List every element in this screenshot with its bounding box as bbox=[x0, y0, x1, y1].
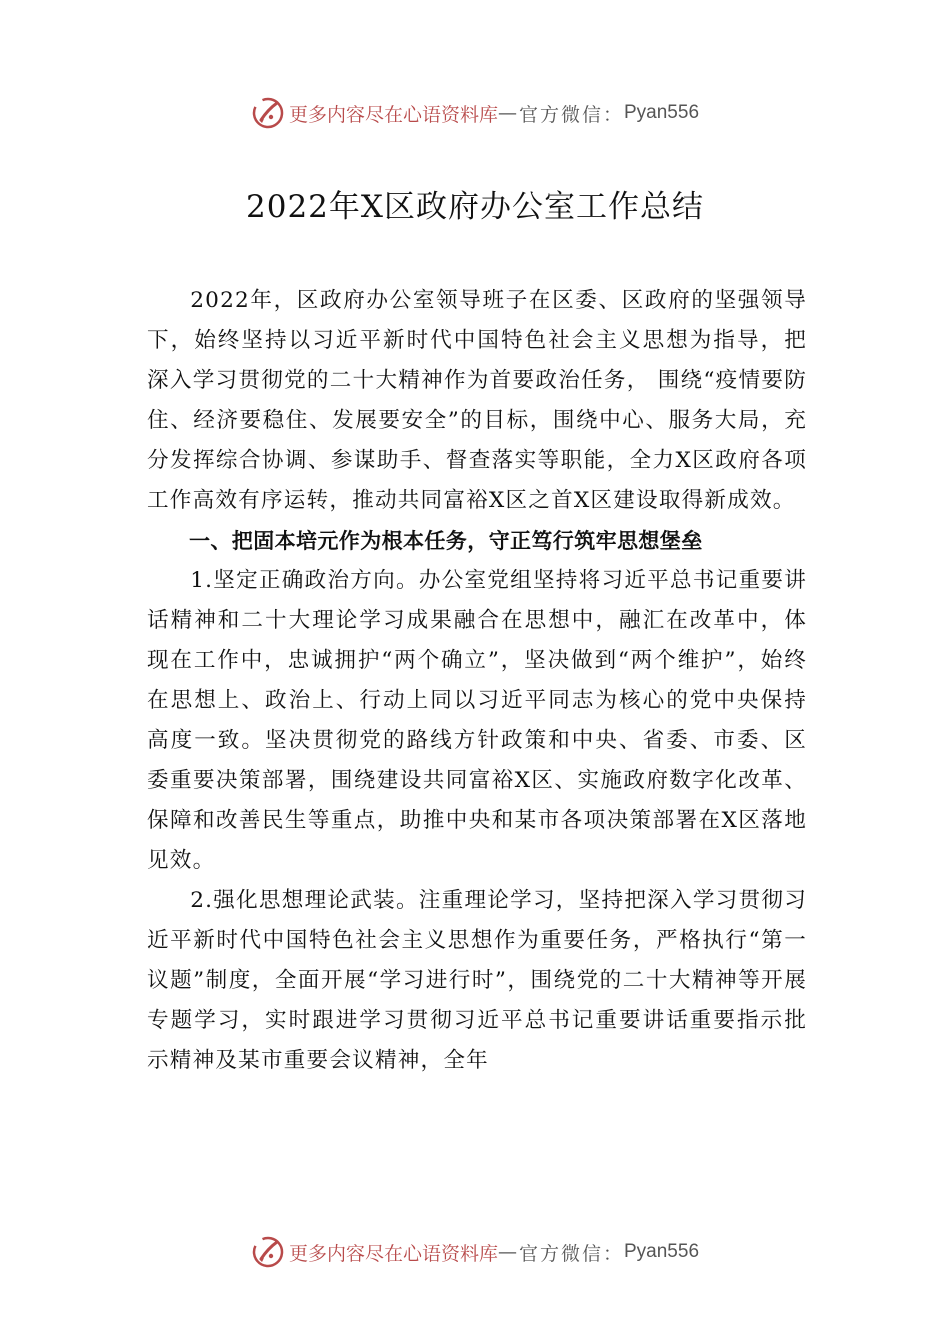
paragraph-1-2: 2.强化思想理论武装。注重理论学习，坚持把深入学习贯彻习近平新时代中国特色社会主义思想作为重要任务，严格执行“第一议题”制度，全面开展“学习进行时”，围绕党的二十大精神等开展专题学习，实时跟进学习贯彻习近平总书记重要讲话重要指示批示精神及某市重要会议精神，全年 bbox=[147, 888, 807, 1073]
calligraphy-brush-seal-icon bbox=[251, 96, 285, 130]
paragraph-1-1: 1.坚定正确政治方向。办公室党组坚持将习近平总书记重要讲话精神和二十大理论学习成果融合在思想中，融汇在改革中，体现在工作中，忠诚拥护“两个确立”，坚决做到“两个维护”，始终在思想上、政治上、行动上同以习近平同志为核心的党中央保持高度一致。坚决贯彻党的路线方针政策和中央、省委、市委、区委重要决策部署，围绕建设共同富裕X区、实施政府数字化改革、保障和改善民生等重点，助推中央和某市各项决策部署在X区落地见效。 bbox=[147, 568, 807, 873]
intro-paragraph: 2022年，区政府办公室领导班子在区委、区政府的坚强领导下，始终坚持以习近平新时代中国特色社会主义思想为指导，把深入学习贯彻党的二十大精神作为首要政治任务， 围绕“疫情要防住、经济要稳住、发展要安全”的目标，围绕中心、服务大局，充分发挥综合协调、参谋助手、督查落实等职能，全力X区政府各项工作高效有序运转，推动共同富裕X区之首X区建设取得新成效。 bbox=[147, 288, 807, 513]
header-watermark bbox=[0, 93, 950, 133]
watermark-wechat-id: Pyan556 bbox=[624, 1241, 700, 1262]
document-body bbox=[147, 281, 807, 1081]
watermark-main-text: 更多内容尽在心语资料库 bbox=[288, 1242, 498, 1265]
watermark-dash: — bbox=[497, 1241, 519, 1263]
watermark-sub-text: 官方微信： bbox=[518, 103, 624, 126]
section-heading-1: 一、把固本培元作为根本任务，守正笃行筑牢思想堡垒 bbox=[189, 529, 703, 553]
document-title: 2022年X区政府办公室工作总结 bbox=[246, 189, 704, 225]
watermark-dash: — bbox=[497, 102, 519, 124]
watermark-main-text: 更多内容尽在心语资料库 bbox=[288, 103, 498, 126]
calligraphy-brush-seal-icon bbox=[251, 1235, 285, 1269]
watermark-sub-text: 官方微信： bbox=[518, 1242, 624, 1265]
footer-watermark bbox=[0, 1232, 950, 1272]
watermark-wechat-id: Pyan556 bbox=[624, 102, 700, 123]
